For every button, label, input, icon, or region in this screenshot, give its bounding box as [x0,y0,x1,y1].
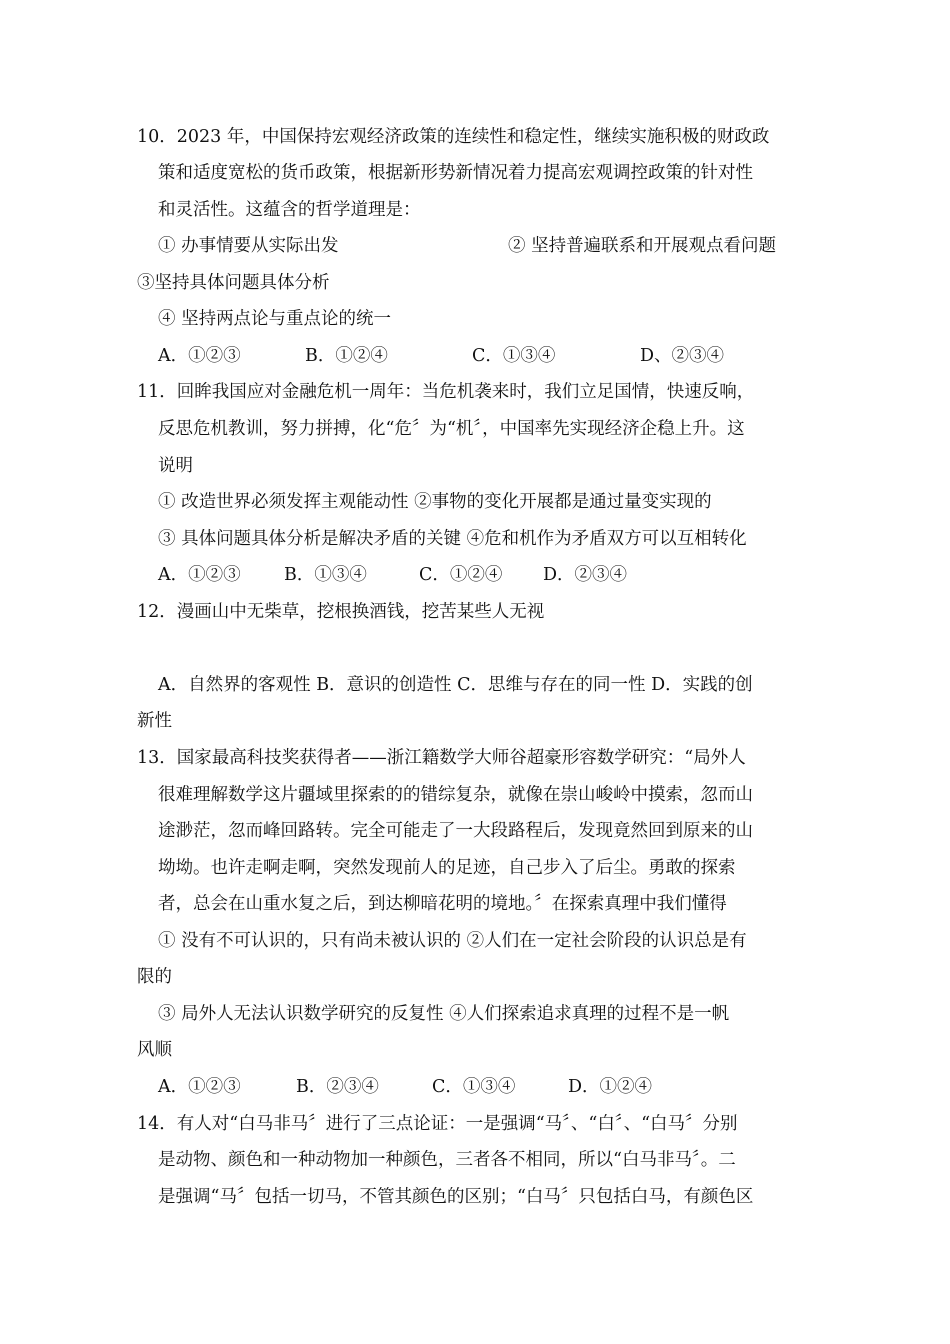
q13-option-a: A．①②③ [158,1077,241,1097]
q10-option-d: D、②③④ [640,346,725,366]
q13-statements-3-4: ③ 局外人无法认识数学研究的反复性 ④人们探索追求真理的过程不是一帆 [158,1004,730,1024]
q13-statements-3-4-wrap: 风顺 [137,1040,172,1060]
q13-stem-line-5: 者，总会在山重水复之后，到达柳暗花明的境地。〞在探索真理中我们懂得 [158,894,727,914]
q13-statements-1-2-wrap: 限的 [137,967,172,987]
q13-option-d: D．①②④ [568,1077,653,1097]
q11-option-b: B．①③④ [284,565,367,585]
q11-statements-3-4: ③ 具体问题具体分析是解决矛盾的关键 ④危和机作为矛盾双方可以互相转化 [158,529,747,549]
q12-options-wrap: 新性 [137,711,172,731]
q11-stem-line-3: 说明 [158,456,193,476]
q13-stem-line-4: 坳坳。也许走啊走啊，突然发现前人的足迹，自己步入了后尘。勇敢的探索 [158,858,736,878]
q11-option-a: A．①②③ [158,565,241,585]
q14-stem-line-2: 是动物、颜色和一种动物加一种颜色，三者各不相同，所以“白马非马〞。二 [158,1150,736,1170]
q10-option-b: B．①②④ [305,346,388,366]
q10-option-c: C．①③④ [472,346,556,366]
q13-option-c: C．①③④ [432,1077,516,1097]
q13-stem-line-2: 很难理解数学这片疆域里探索的的错综复杂，就像在崇山峻岭中摸索，忽而山 [158,785,753,805]
q10-stem-line-1: 10．2023 年，中国保持宏观经济政策的连续性和稳定性，继续实施积极的财政政 [137,127,770,147]
q10-statement-4: ④ 坚持两点论与重点论的统一 [158,309,392,329]
q10-statement-3: ③坚持具体问题具体分析 [137,273,330,293]
q14-stem-line-1: 14．有人对“白马非马〞进行了三点论证：一是强调“马〞、“白〞、“白马〞分别 [137,1114,738,1134]
q11-option-c: C．①②④ [419,565,503,585]
q10-stem-line-2: 策和适度宽松的货币政策，根据新形势新情况着力提高宏观调控政策的针对性 [158,163,753,183]
q11-stem-line-1: 11．回眸我国应对金融危机一周年：当危机袭来时，我们立足国情，快速反响， [137,382,755,402]
q12-stem: 12．漫画山中无柴草，挖根换酒钱，挖苦某些人无视 [137,602,545,622]
q10-option-a: A．①②③ [158,346,241,366]
q11-option-d: D．②③④ [543,565,628,585]
q10-statement-1: ① 办事情要从实际出发 [158,236,339,256]
q11-statements-1-2: ① 改造世界必须发挥主观能动性 ②事物的变化开展都是通过量变实现的 [158,492,712,512]
q13-stem-line-1: 13．国家最高科技奖获得者——浙江籍数学大师谷超豪形容数学研究：“局外人 [137,748,746,768]
q13-stem-line-3: 途渺茫，忽而峰回路转。完全可能走了一大段路程后，发现竟然回到原来的山 [158,821,753,841]
q13-option-b: B．②③④ [296,1077,379,1097]
q10-statement-2: ② 坚持普遍联系和开展观点看问题 [508,236,777,256]
q11-stem-line-2: 反思危机教训，努力拼搏，化“危〞为“机〞，中国率先实现经济企稳上升。这 [158,419,745,439]
q14-stem-line-3: 是强调“马〞包括一切马，不管其颜色的区别；“白马〞只包括白马，有颜色区 [158,1187,754,1207]
q13-statements-1-2: ① 没有不可认识的，只有尚未被认识的 ②人们在一定社会阶段的认识总是有 [158,931,747,951]
q12-options: A．自然界的客观性 B．意识的创造性 C．思维与存在的同一性 D．实践的创 [158,675,753,695]
q10-stem-line-3: 和灵活性。这蕴含的哲学道理是： [158,200,421,220]
